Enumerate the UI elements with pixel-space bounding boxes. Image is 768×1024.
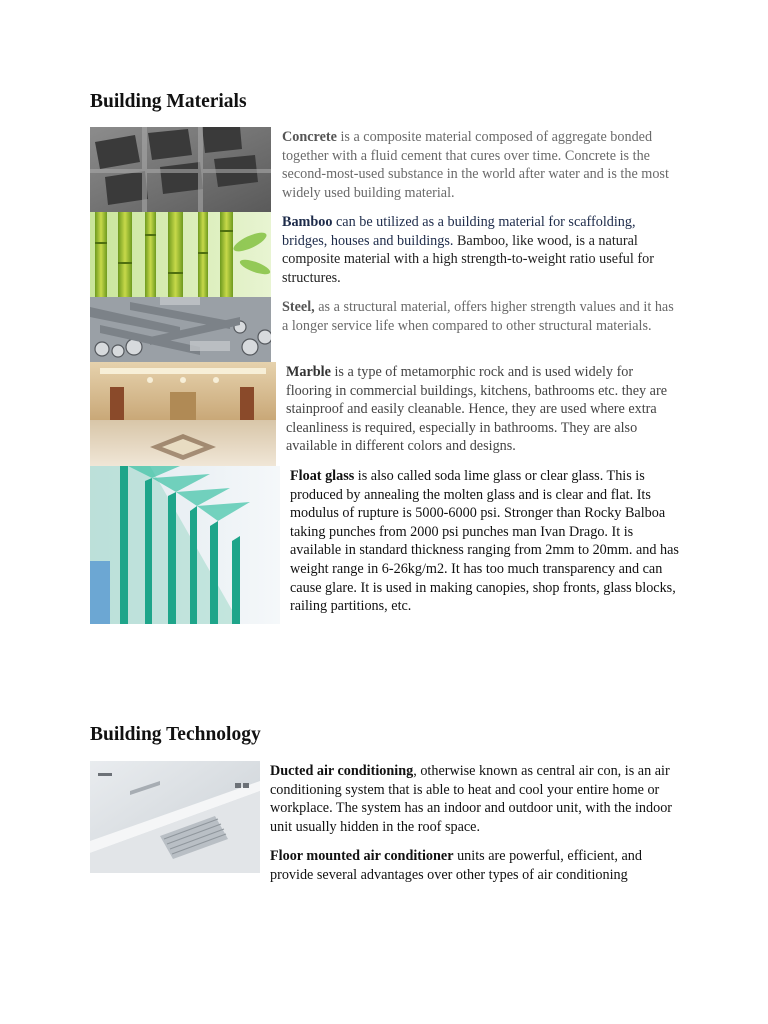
section-title-building-technology: Building Technology xyxy=(90,724,261,745)
ceiling-ac-vent-image xyxy=(90,761,260,873)
floor-ac-term: Floor mounted air conditioner xyxy=(270,848,454,864)
floor-ac-paragraph xyxy=(270,847,682,884)
ducted-ac-text: , otherwise known as central air con, is an air conditioning system that is able to heat and cool your entire home or workplace. The system has an indoor and outdoor unit, with the indoor unit usually hidden in the roof space. xyxy=(270,763,673,835)
steel-pipes-image xyxy=(90,297,271,362)
ducted-ac-term: Ducted air conditioning xyxy=(270,763,414,779)
float-glass-term: Float glass xyxy=(290,468,355,484)
steel-term: Steel, xyxy=(282,299,315,315)
marble-text: is a type of metamorphic rock and is used widely for flooring in commercial buildings, kitchens, bathrooms etc. they are stainproof and easily cleanable. Hence, they are used where extra cleanliness is required, especially in bathrooms. They are also available in different colors and designs. xyxy=(286,364,667,455)
ducted-ac-paragraph xyxy=(270,762,682,836)
marble-paragraph xyxy=(286,363,681,456)
float-glass-paragraph xyxy=(290,467,682,616)
bamboo-term: Bamboo xyxy=(282,214,333,230)
steel-text: as a structural material, offers higher strength values and it has a longer service life when compared to other structural materials. xyxy=(282,299,674,334)
concrete-term: Concrete xyxy=(282,129,337,145)
section-title-building-materials: Building Materials xyxy=(90,91,247,112)
steel-paragraph xyxy=(282,298,682,335)
bamboo-text-b: Bamboo, like wood, is a natural composite material with a high strength-to-weight ratio useful for structures. xyxy=(282,232,654,286)
marble-term: Marble xyxy=(286,364,331,380)
concrete-paragraph xyxy=(282,128,682,202)
marble-hall-image xyxy=(90,362,276,466)
bamboo-text-a: can be utilized as a building material for scaffolding, bridges, houses and buildings. xyxy=(282,214,636,249)
floor-ac-text: units are powerful, efficient, and provide several advantages over other types of air conditioning xyxy=(270,848,642,883)
float-glass-text: is also called soda lime glass or clear glass. This is produced by annealing the molten glass and is clear and flat. Its modulus of rupture is 5000-6000 psi. Stronger than Rocky Balboa taking punches from 2000 psi punches man Ivan Drago. It is available in standard thickness ranging from 2mm to 20mm. and has weight range in 6-26kg/m2. It has too much transparency and can cause glare. It is used in making canopies, shop fronts, glass blocks, railing partitions, etc. xyxy=(290,468,679,615)
bamboo-paragraph xyxy=(282,213,682,287)
glass-panes-image xyxy=(90,466,280,624)
bamboo-stalks-image xyxy=(90,212,271,297)
concrete-blocks-image xyxy=(90,127,271,212)
concrete-text: is a composite material composed of aggregate bonded together with a fluid cement that cures over time. Concrete is the second-most-used substance in the world after water and is the most widely used building material. xyxy=(282,129,669,201)
